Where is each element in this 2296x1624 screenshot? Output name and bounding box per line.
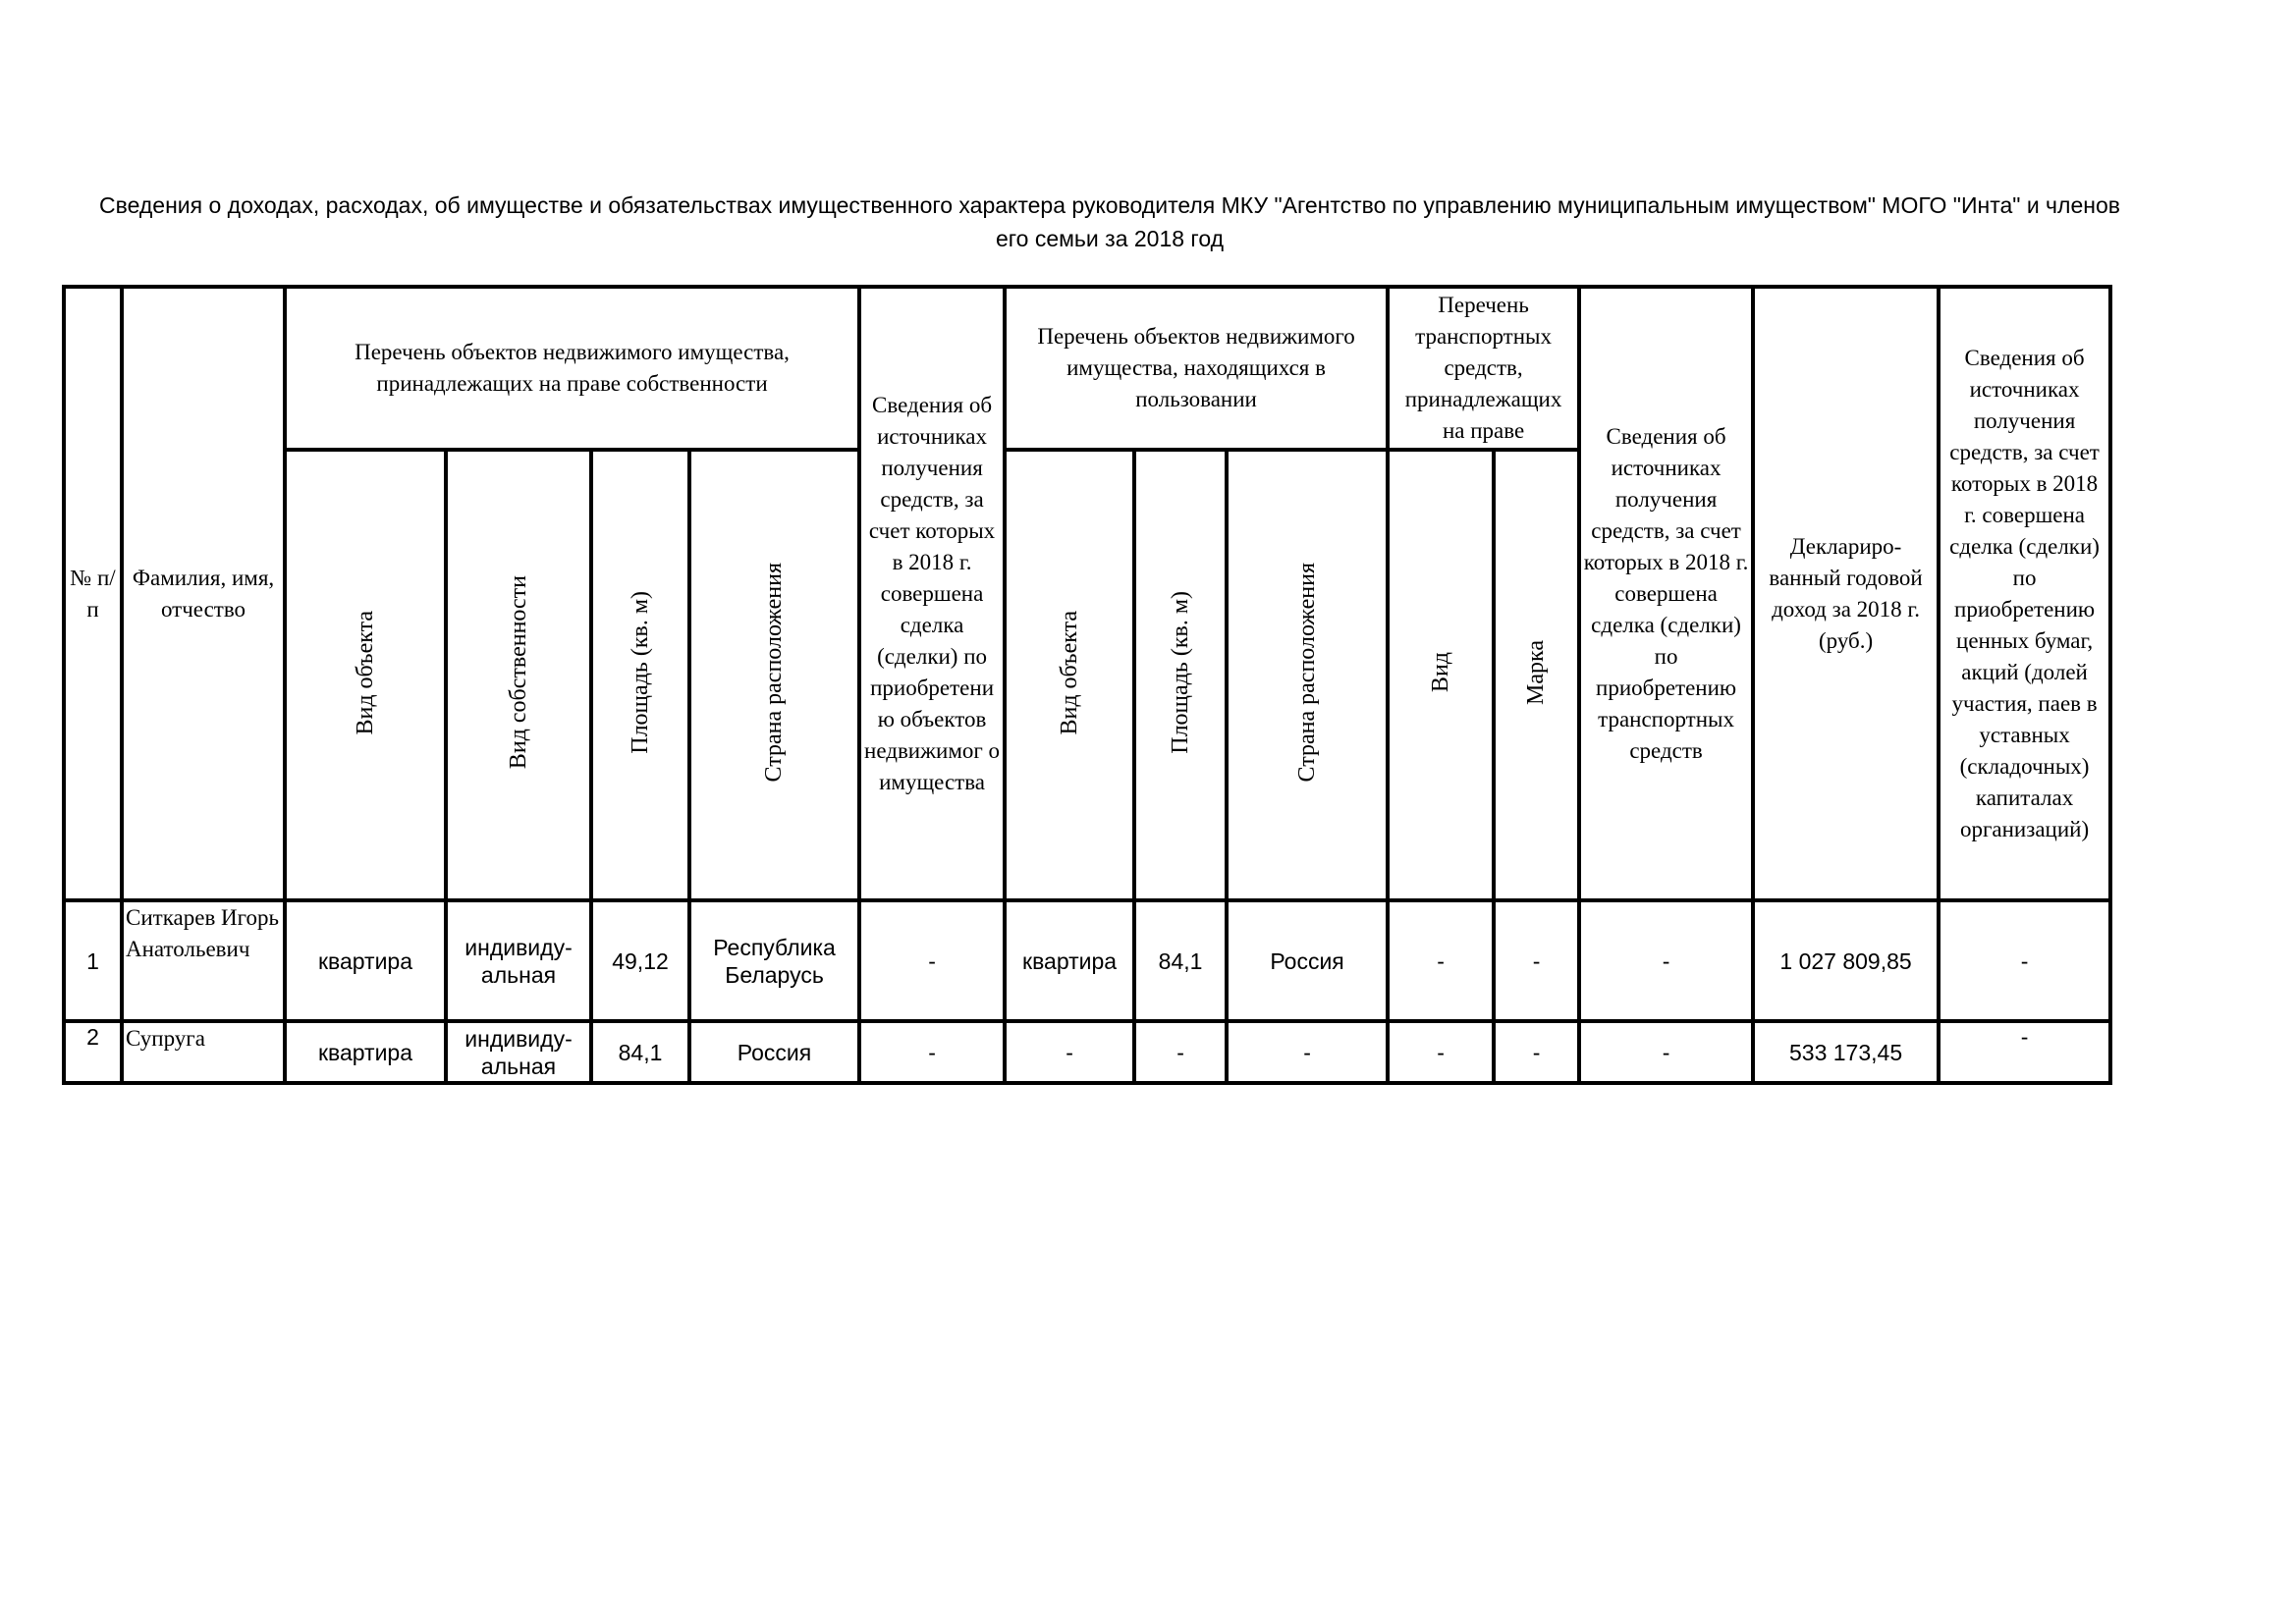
row-sources-realty: - (859, 1021, 1005, 1083)
header-income-label: Деклариро- ванный годовой доход за 2018 г. (1769, 533, 1923, 622)
header-owned-area-cell (591, 450, 689, 900)
row-num: 2 (64, 1021, 122, 1083)
row-num: 1 (64, 900, 122, 1021)
header-used-group: Перечень объектов недвижимого имущества, находящихся в пользовании (1005, 287, 1388, 450)
header-owned-group: Перечень объектов недвижимого имущества, принадлежащих на праве собственности (285, 287, 859, 450)
row-sources-transport: - (1579, 1021, 1753, 1083)
row-owned-type: квартира (285, 900, 446, 1021)
row-owned-country: Республика Беларусь (689, 900, 859, 1021)
header-owned-type-cell (285, 450, 446, 900)
declaration-table (62, 285, 2112, 1085)
row-sources-securities: - (1939, 900, 2110, 1021)
document-title-line-2: его семьи за 2018 год (995, 226, 1225, 251)
row-owned-type: квартира (285, 1021, 446, 1083)
row-used-type: - (1005, 1021, 1134, 1083)
header-num: № п/п (64, 287, 122, 900)
header-transport-kind-cell (1388, 450, 1494, 900)
row-transport-brand: - (1494, 1021, 1579, 1083)
row-used-country: Россия (1227, 900, 1388, 1021)
header-used-area-cell (1134, 450, 1227, 900)
row-owned-country: Россия (689, 1021, 859, 1083)
row-transport-kind: - (1388, 900, 1494, 1021)
header-sources-securities: Сведения об источниках получения средств, за счет которых в 2018 г. совершена сделка (сделки) по приобретению ценных бумаг, акций (долей участия, паев в уставных (складочных) капиталах организаций) (1939, 287, 2110, 900)
header-name: Фамилия, имя, отчество (122, 287, 285, 900)
row-sources-transport: - (1579, 900, 1753, 1021)
header-sources-transport: Сведения об источниках получения средств, за счет которых в 2018 г. совершена сделка (сделки) по приобретению транспортных средств (1579, 287, 1753, 900)
header-used-area: Площадь (кв. м) (1167, 591, 1193, 754)
row-owned-area: 49,12 (591, 900, 689, 1021)
table-row (64, 1021, 2110, 1083)
header-owned-type: Вид объекта (352, 610, 378, 735)
row-income: 1 027 809,85 (1753, 900, 1939, 1021)
header-used-country: Страна расположения (1293, 563, 1320, 783)
header-owned-ownership-cell (446, 450, 591, 900)
header-owned-country: Страна расположения (761, 563, 788, 783)
header-owned-area: Площадь (кв. м) (627, 591, 653, 754)
row-owned-ownership: индивиду- альная (446, 900, 591, 1021)
header-used-type: Вид объекта (1056, 610, 1082, 735)
header-row-1 (64, 287, 2110, 450)
row-sources-securities: - (1939, 1021, 2110, 1083)
row-sources-realty: - (859, 900, 1005, 1021)
row-used-area: - (1134, 1021, 1227, 1083)
row-owned-ownership: индивиду- альная (446, 1021, 591, 1083)
document-title (59, 189, 2160, 255)
header-sources-realty: Сведения об источниках получения средств, за счет которых в 2018 г. совершена сделка (сделки) по приобретени ю объектов недвижимог о имущества (859, 287, 1005, 900)
header-used-type-cell (1005, 450, 1134, 900)
row-used-type: квартира (1005, 900, 1134, 1021)
table-row (64, 900, 2110, 1021)
header-transport-brand: Марка (1523, 640, 1550, 705)
row-income: 533 173,45 (1753, 1021, 1939, 1083)
header-income-unit: (руб.) (1818, 627, 1874, 653)
row-name: Ситкарев Игорь Анатольевич (122, 900, 285, 1021)
header-income (1753, 287, 1939, 900)
row-used-country: - (1227, 1021, 1388, 1083)
row-transport-kind: - (1388, 1021, 1494, 1083)
header-transport-kind: Вид (1427, 652, 1453, 693)
header-owned-country-cell (689, 450, 859, 900)
header-transport-brand-cell (1494, 450, 1579, 900)
row-name: Супруга (122, 1021, 285, 1083)
header-transport-group: Перечень транспортных средств, принадлежащих на праве (1388, 287, 1579, 450)
header-owned-ownership: Вид собственности (505, 575, 531, 770)
row-transport-brand: - (1494, 900, 1579, 1021)
row-used-area: 84,1 (1134, 900, 1227, 1021)
header-used-country-cell (1227, 450, 1388, 900)
document-title-line-1: Сведения о доходах, расходах, об имуществе и обязательствах имущественного характера руководителя МКУ "Агентство по управлению муниципальным имуществом" МОГО "Инта" и членов (99, 192, 2120, 218)
row-owned-area: 84,1 (591, 1021, 689, 1083)
